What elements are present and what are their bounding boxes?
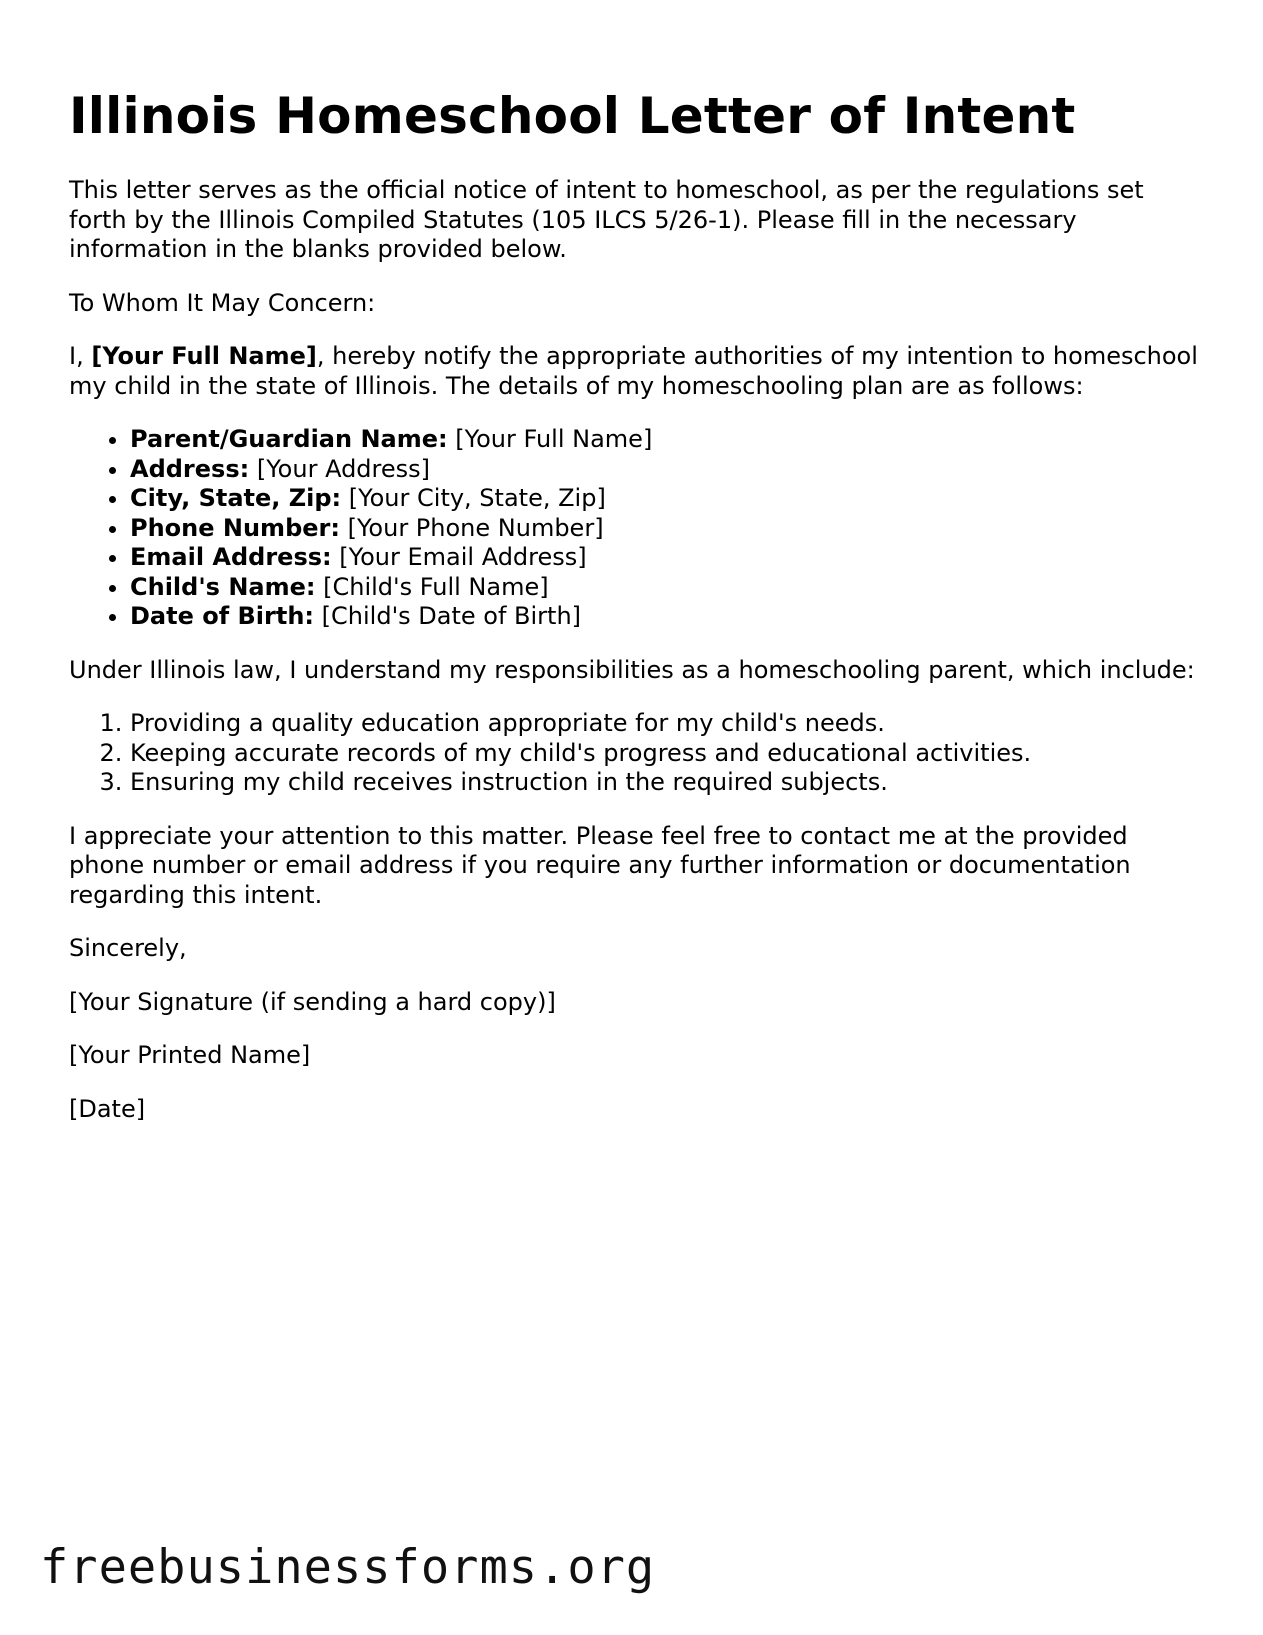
responsibilities-list (69, 709, 1199, 798)
intro-paragraph: This letter serves as the official notice of intent to homeschool, as per the regulations set forth by the Illinois Compiled Statutes (105 ILCS 5/26-1). Please fill in the necessary information in the blanks provided below. (69, 176, 1144, 263)
declaration-suffix: , hereby notify the appropriate authorities of my intention to homeschool my child in the state of Illinois. The details of my homeschooling plan are as follows: (69, 342, 1198, 400)
detail-label: Phone Number: (130, 513, 340, 542)
salutation: To Whom It May Concern: (69, 288, 376, 317)
detail-value: [Your Full Name] (447, 425, 653, 453)
signature-placeholder: [Your Signature (if sending a hard copy)] (69, 987, 556, 1016)
date-placeholder: [Date] (69, 1094, 146, 1123)
closing-paragraph: I appreciate your attention to this matter. Please feel free to contact me at the provided phone number or email address if you require any further information or documentation regarding this intent. (69, 821, 1131, 909)
detail-value: [Your Phone Number] (339, 513, 604, 542)
responsibilities-intro: Under Illinois law, I understand my responsibilities as a homeschooling parent, which include: (69, 655, 1195, 684)
detail-value: [Child's Date of Birth] (314, 602, 582, 630)
detail-item-parent-name (130, 425, 1199, 455)
document-title: Illinois Homeschool Letter of Intent (69, 87, 1076, 145)
detail-value: [Your Address] (249, 454, 431, 483)
printed-name-placeholder: [Your Printed Name] (69, 1041, 311, 1069)
sign-off: Sincerely, (69, 934, 187, 962)
detail-label: Address: (130, 454, 250, 483)
responsibility-item: 3. Ensuring my child receives instruction in the required subjects. (130, 768, 1199, 798)
detail-label: Child's Name: (130, 572, 316, 601)
detail-item-phone (130, 514, 1199, 544)
detail-item-address (130, 455, 1199, 485)
responsibility-item: 1. Providing a quality education appropriate for my child's needs. (130, 709, 1199, 739)
declaration-name-placeholder: [Your Full Name] (91, 342, 317, 370)
footer-brand-watermark: freebusinessforms.org (40, 1540, 656, 1595)
letter-page (69, 84, 1199, 1148)
declaration-prefix: I, (69, 342, 92, 370)
detail-item-date-of-birth (130, 602, 1199, 632)
detail-label: Email Address: (130, 543, 332, 571)
detail-item-city-state-zip (130, 484, 1199, 514)
detail-item-child-name (130, 573, 1199, 603)
detail-value: [Child's Full Name] (315, 572, 549, 601)
detail-value: [Your City, State, Zip] (341, 484, 606, 512)
declaration-paragraph (69, 342, 1199, 401)
responsibility-item: 2. Keeping accurate records of my child's progress and educational activities. (130, 739, 1199, 769)
details-list (69, 425, 1199, 632)
detail-value: [Your Email Address] (331, 543, 587, 571)
detail-label: Parent/Guardian Name: (130, 425, 448, 453)
detail-label: City, State, Zip: (130, 484, 342, 512)
detail-label: Date of Birth: (130, 602, 315, 630)
detail-item-email (130, 543, 1199, 573)
